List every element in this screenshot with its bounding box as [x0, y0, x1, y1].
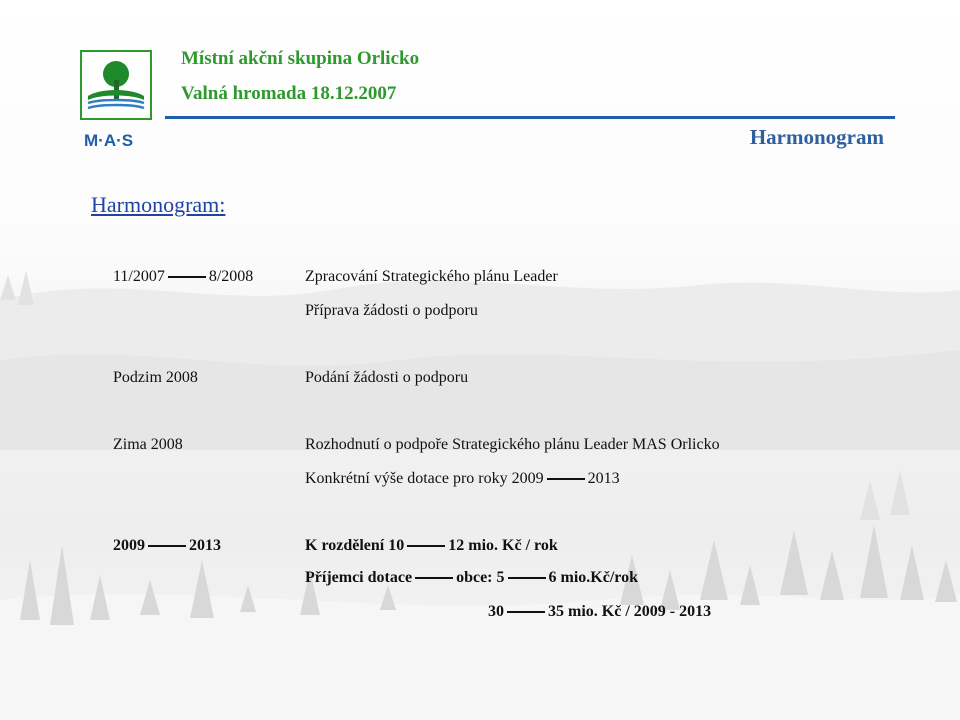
dash-separator [547, 478, 585, 480]
period-start: 11/2007 [113, 268, 165, 285]
header-right-title: Harmonogram [749, 125, 884, 149]
item-text-end: 6 mio.Kč/rok [548, 569, 638, 586]
mas-logo [80, 50, 156, 150]
dash-separator [407, 545, 445, 547]
schedule-item-4-3 [488, 603, 711, 621]
item-text-end: 12 mio. Kč / rok [448, 537, 558, 554]
period-end: 2013 [189, 537, 221, 554]
header-subtitle: Valná hromada 18.12.2007 [181, 83, 397, 104]
period-end: 8/2008 [208, 268, 254, 285]
section-heading: Harmonogram: [91, 192, 226, 217]
schedule-item-3-2 [305, 470, 620, 488]
item-text-start: Konkrétní výše dotace pro roky 2009 [305, 470, 544, 487]
schedule-period-3: Zima 2008 [113, 436, 183, 453]
item-text-start: K rozdělení 10 [305, 537, 405, 554]
item-text-start: 30 [488, 603, 504, 620]
dash-separator [168, 276, 206, 278]
item-text-end: 35 mio. Kč / 2009 - 2013 [548, 603, 712, 620]
dash-separator [507, 611, 545, 613]
header-divider [165, 116, 895, 119]
period-start: 2009 [113, 537, 145, 554]
item-text-mid: obce: 5 [456, 569, 505, 586]
schedule-period-4 [113, 537, 221, 555]
dash-separator [415, 577, 453, 579]
item-text-end: 2013 [587, 470, 620, 487]
dash-separator [148, 545, 186, 547]
logo-text: M·A·S [84, 131, 134, 150]
schedule-item-4-1 [305, 537, 558, 555]
schedule-period-1 [113, 268, 253, 286]
schedule-item-1-2: Příprava žádosti o podporu [305, 302, 478, 319]
schedule-period-2: Podzim 2008 [113, 369, 198, 386]
dash-separator [508, 577, 546, 579]
schedule-item-3-1: Rozhodnutí o podpoře Strategického plánu Leader MAS Orlicko [305, 436, 720, 453]
schedule-item-1-1: Zpracování Strategického plánu Leader [305, 268, 558, 285]
schedule-item-4-2 [305, 569, 638, 587]
header-title: Místní akční skupina Orlicko [181, 48, 420, 69]
schedule-item-2-1: Podání žádosti o podporu [305, 369, 469, 386]
item-text-start: Příjemci dotace [305, 569, 413, 586]
